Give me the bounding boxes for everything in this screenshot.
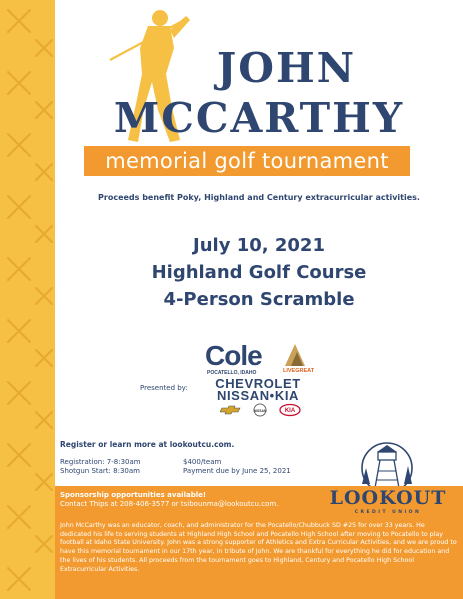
cole-tagline: LIVEGREAT	[283, 368, 315, 374]
team-fee: $400/team	[183, 458, 222, 466]
event-format: 4-Person Scramble	[163, 289, 355, 310]
cole-location: POCATELLO, IDAHO	[207, 370, 257, 376]
headline-first-name: JOHN	[216, 44, 357, 92]
tournament-banner: memorial golf tournament	[84, 146, 410, 176]
lookout-logo-name: LOOKOUT	[329, 487, 447, 509]
sponsorship-heading: Sponsorship opportunities available!	[60, 491, 207, 499]
event-course: Highland Golf Course	[151, 262, 367, 283]
payment-due: Payment due by June 25, 2021	[183, 467, 291, 475]
event-date: July 10, 2021	[193, 235, 325, 256]
presented-by-label: Presented by:	[140, 384, 188, 392]
crossed-clubs-pattern	[0, 0, 55, 599]
lookout-tower-icon	[352, 438, 422, 493]
lookout-logo-sub: CREDIT UNION	[354, 510, 422, 515]
kia-wordmark: KIA	[284, 408, 296, 415]
cole-logo	[205, 340, 315, 380]
mountain-icon	[283, 342, 307, 368]
shotgun-start: Shotgun Start: 8:30am	[60, 467, 140, 475]
decorative-strip	[0, 0, 55, 599]
register-info: Register or learn more at lookoutcu.com.	[60, 440, 235, 449]
dealer-line-2: NISSAN•KIA	[216, 388, 300, 403]
about-paragraph: John McCarthy was an educator, coach, and administrator for the Pocatello/Chubbuck SD #25 for over 33 years. He dedicated his life to serving students at Highland High School and Pocatello High School after moving to Pocatello to play football at Idaho State University. John was a strong supporter of Athletics and Extra Curricular Activities, and we are proud to have this memorial tournament in our 17th year, in tribute of John. We are thankful for everything he did for education and the lives of his students. All proceeds from the tournament goes to Highland, Century and Pocatello High School Extracurricular Activities.	[60, 522, 457, 573]
dealer-line-1: CHEVROLET	[215, 376, 301, 391]
nissan-wordmark: NISSAN	[253, 408, 267, 413]
kia-logo-icon	[280, 405, 300, 416]
nissan-logo-icon	[254, 404, 267, 416]
registration-time: Registration: 7-8:30am	[60, 458, 141, 466]
headline-last-name: MCCARTHY	[113, 94, 405, 142]
car-brand-logos	[220, 403, 330, 417]
cole-name: Cole	[205, 340, 262, 371]
proceeds-note: Proceeds benefit Poky, Highland and Century extracurricular activities.	[98, 193, 420, 202]
sponsorship-contact: Contact Thips at 208-406-3577 or tsibounma@lookoutcu.com.	[60, 500, 279, 508]
chevrolet-bowtie-icon	[220, 406, 240, 414]
